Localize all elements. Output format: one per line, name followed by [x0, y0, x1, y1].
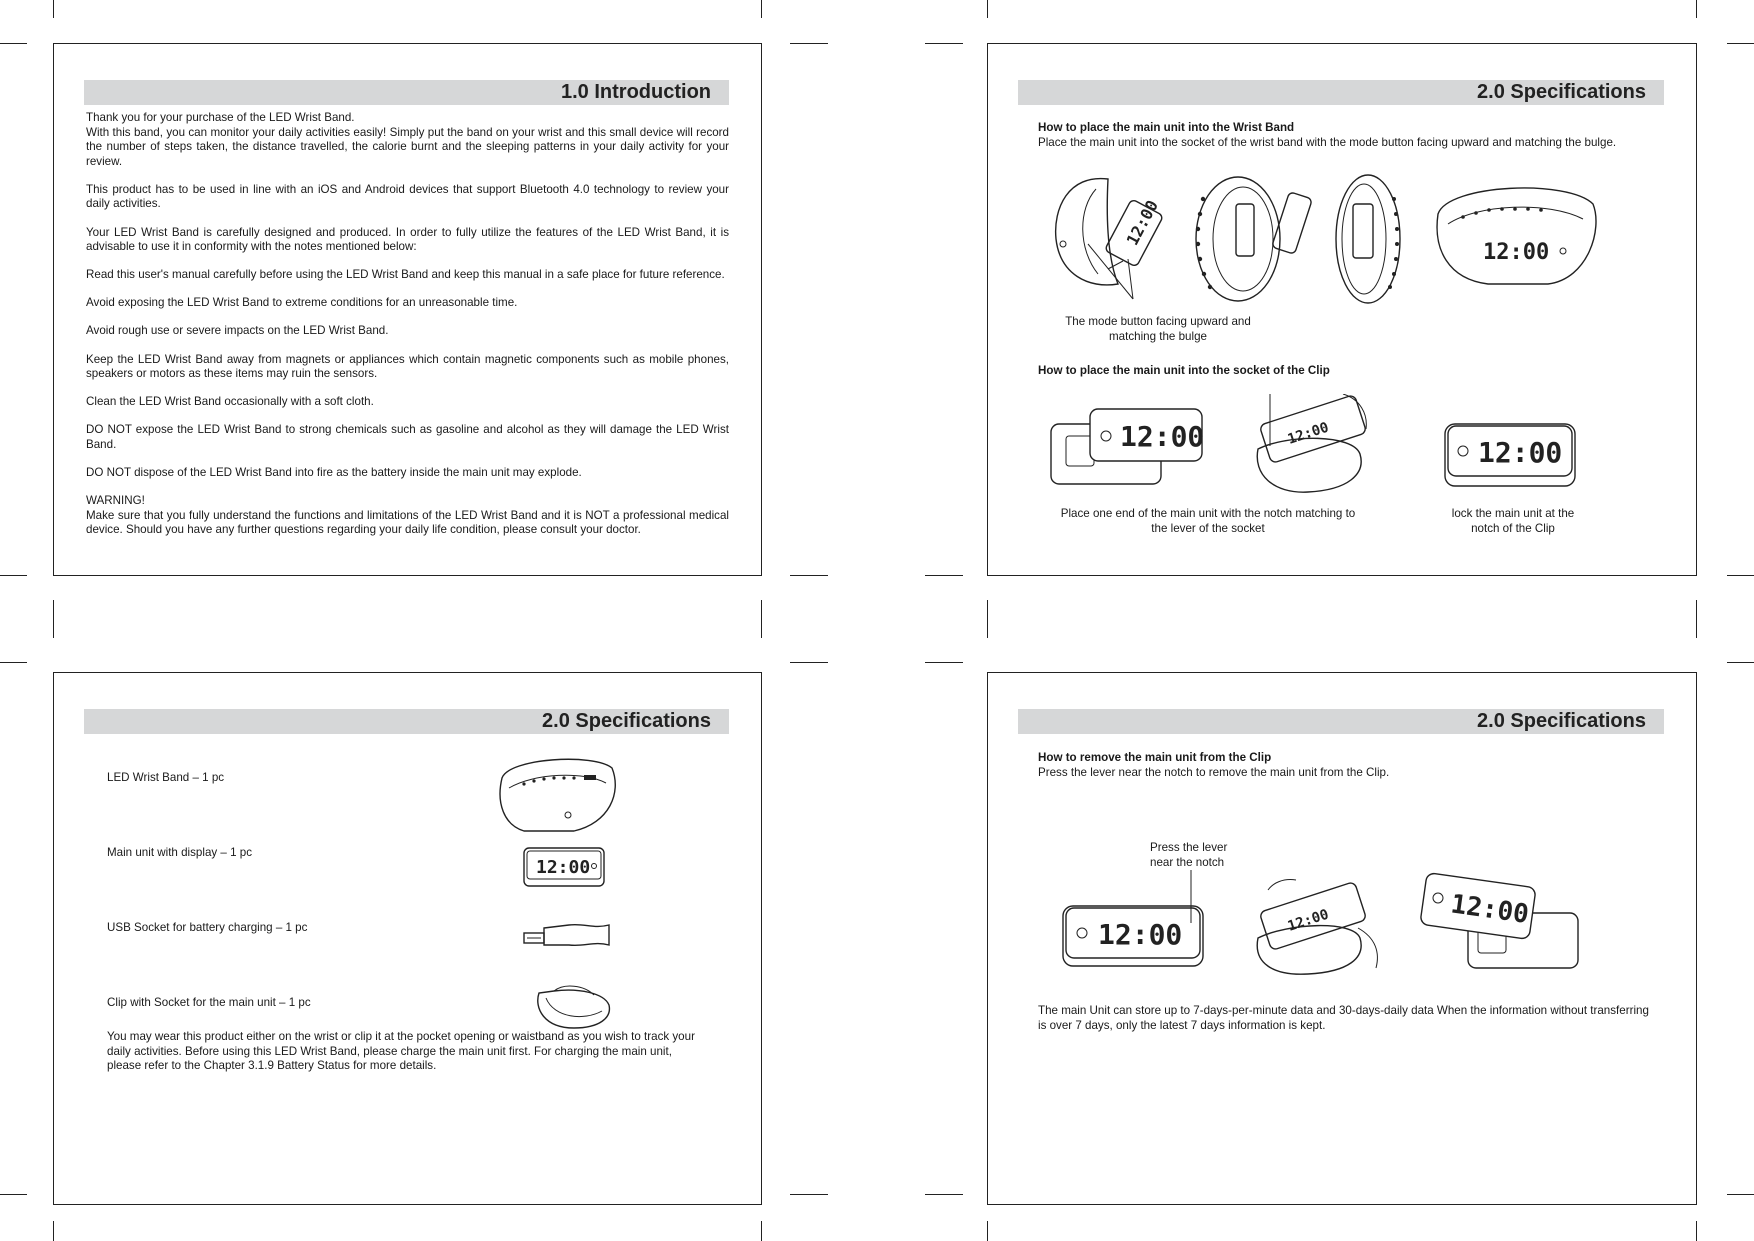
paragraph: DO NOT expose the LED Wrist Band to strong chemicals such as gasoline and alcohol as they will damage the LED Wrist Band. — [86, 423, 729, 451]
unit-display-time: 12:00 — [1285, 906, 1331, 935]
unit-display-time: 12:00 — [1120, 420, 1205, 453]
storage-info-paragraph: The main Unit can store up to 7-days-per-minute data and 30-days-daily data When the information without transferring is over 7 days, only the latest 7 days information is kept. — [1038, 1004, 1649, 1032]
package-contents-illustration — [494, 753, 674, 1053]
caption-mode-button: The mode button facing upward and matching the bulge — [1065, 315, 1251, 343]
paragraph: This product has to be used in line with an iOS and Android devices that support Bluetooth 4.0 technology to review your daily activities. — [86, 182, 729, 211]
page-specifications-2 — [53, 672, 762, 1205]
clip-icon — [538, 986, 610, 1028]
page-title: 2.0 Specifications — [1018, 80, 1664, 105]
usb-socket-icon — [524, 925, 609, 946]
page-specifications-1 — [987, 43, 1697, 576]
section-title: How to place the main unit into the Wrist Band — [1038, 121, 1295, 134]
unit-display-time: 12:00 — [1448, 889, 1531, 930]
section-wristband — [1038, 121, 1638, 150]
intro-text — [86, 111, 729, 551]
unit-lifting-drawing — [1257, 880, 1377, 975]
wristband-assembled-drawing — [1437, 188, 1596, 284]
usage-paragraph: You may wear this product either on the wrist or clip it at the pocket opening or waistband as you wish to track your daily activities. Before using this LED Wrist Band, please charge the main unit first. For charging the main unit, please refer to the Chapter 3.1.9 Battery Status for more details. — [107, 1030, 695, 1073]
paragraph: With this band, you can monitor your daily activities easily! Simply put the band on your wrist and this small device will record the number of steps taken, the distance travelled, the calorie burnt and the sleeping patterns in your daily activity for your review. — [86, 125, 729, 168]
page-title: 2.0 Specifications — [1018, 709, 1664, 734]
package-item: LED Wrist Band – 1 pc — [107, 771, 225, 784]
wristband-side-drawing — [1056, 179, 1164, 285]
unit-removed-drawing — [1420, 873, 1578, 968]
caption-lock-unit: lock the main unit at the notch of the Clip — [1451, 507, 1575, 535]
unit-display-time: 12:00 — [1285, 419, 1331, 448]
clip-insertion-illustration — [1048, 394, 1648, 504]
caption-press-lever: Press the lever near the notch — [1150, 841, 1228, 869]
unit-display-time: 12:00 — [1478, 436, 1563, 469]
page-title: 1.0 Introduction — [84, 80, 729, 105]
section-remove-unit — [1038, 751, 1638, 780]
unit-display-time: 12:00 — [536, 857, 591, 878]
section-title: How to remove the main unit from the Clip — [1038, 751, 1272, 764]
clip-angled-drawing — [1257, 394, 1366, 492]
paragraph: Your LED Wrist Band is carefully designed and produced. In order to fully utilize the features of the LED Wrist Band, it is advisable to use it in conformity with the notes mentioned below: — [86, 225, 729, 254]
section-text: Place the main unit into the socket of the wrist band with the mode button facing upward and matching the bulge. — [1038, 135, 1617, 149]
unit-display-time: 12:00 — [1483, 240, 1550, 265]
paragraph: Make sure that you fully understand the functions and limitations of the LED Wrist Band and it is NOT a professional medical device. Should you have any further questions regarding your daily life condition, please consult your doctor. — [86, 508, 729, 537]
paragraph: Avoid exposing the LED Wrist Band to extreme conditions for an unreasonable time. — [86, 296, 518, 310]
page-introduction — [53, 43, 762, 576]
page-title: 2.0 Specifications — [84, 709, 729, 734]
wristband-front-drawing — [1336, 175, 1400, 303]
package-item: USB Socket for battery charging – 1 pc — [107, 921, 308, 934]
section-title: How to place the main unit into the socket of the Clip — [1038, 364, 1330, 377]
unit-display-time: 12:00 — [1098, 918, 1183, 951]
main-unit-icon — [524, 848, 604, 886]
paragraph: Clean the LED Wrist Band occasionally with a soft cloth. — [86, 395, 374, 409]
paragraph: Keep the LED Wrist Band away from magnets or appliances which contain magnetic components such as mobile phones, speakers or motors as these items may ruin the sensors. — [86, 352, 729, 381]
package-item: Clip with Socket for the main unit – 1 pc — [107, 996, 311, 1009]
warning-heading: WARNING! — [86, 494, 145, 508]
page-specifications-3 — [987, 672, 1697, 1205]
paragraph: Thank you for your purchase of the LED Wrist Band. — [86, 111, 355, 124]
section-text: Press the lever near the notch to remove the main unit from the Clip. — [1038, 765, 1390, 779]
caption-place-unit: Place one end of the main unit with the notch matching to the lever of the socket — [1060, 507, 1356, 535]
clip-locked-drawing — [1445, 424, 1575, 486]
paragraph: Avoid rough use or severe impacts on the LED Wrist Band. — [86, 324, 389, 338]
wristband-icon — [500, 759, 615, 831]
wristband-open-drawing — [1196, 177, 1313, 301]
clip-with-unit-drawing — [1051, 409, 1204, 484]
unit-in-clip-drawing — [1063, 870, 1203, 966]
paragraph: DO NOT dispose of the LED Wrist Band into fire as the battery inside the main unit may explode. — [86, 466, 582, 479]
clip-removal-illustration — [1058, 868, 1618, 978]
package-item: Main unit with display – 1 pc — [107, 846, 252, 859]
unit-display-time: 12:00 — [1122, 196, 1163, 249]
paragraph: Read this user's manual carefully before using the LED Wrist Band and keep this manual in a safe place for future reference. — [86, 268, 725, 282]
